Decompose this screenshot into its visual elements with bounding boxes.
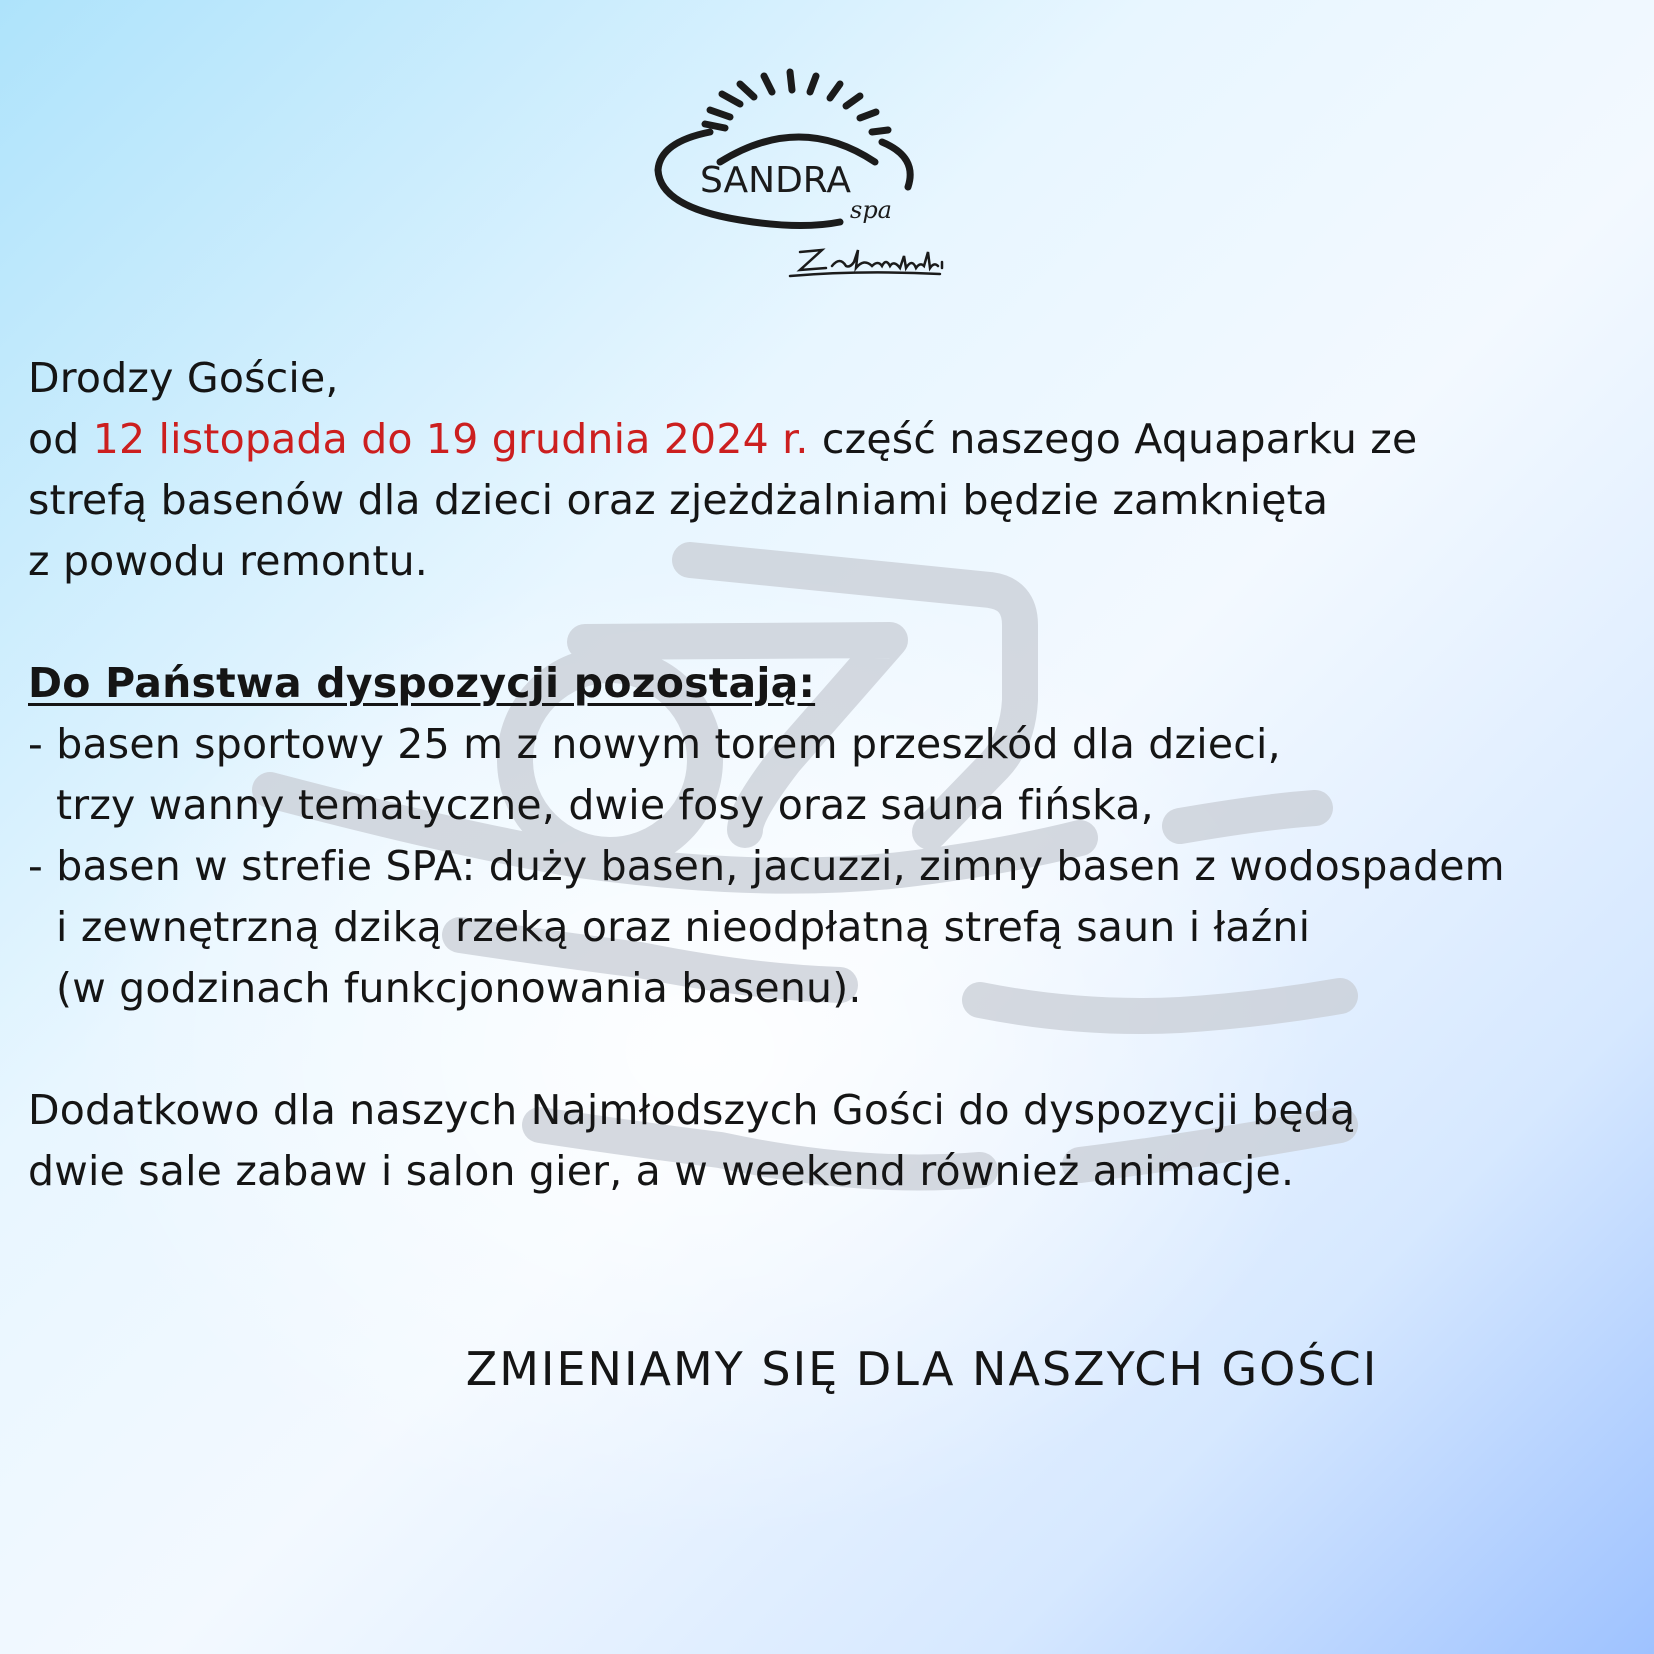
list-item-2-cont-2: (w godzinach funkcjonowania basenu). xyxy=(56,964,862,1012)
spacer xyxy=(28,592,1638,653)
intro-line xyxy=(28,409,1638,470)
list-item-2-cont: i zewnętrzną dziką rzeką oraz nieodpłatną strefą saun i łaźni xyxy=(56,903,1311,951)
greeting: Drodzy Goście, xyxy=(28,354,339,402)
sandra-spa-logo xyxy=(650,62,1010,292)
extra-info-line-1: Dodatkowo dla naszych Najmłodszych Gości do dyspozycji będą xyxy=(28,1086,1356,1134)
extra-info-line-2: dwie sale zabaw i salon gier, a w weekend również animacje. xyxy=(28,1147,1295,1195)
logo-brand-text: SANDRA xyxy=(700,160,851,201)
list-item-1: - basen sportowy 25 m z nowym torem przeszkód dla dzieci, xyxy=(28,720,1281,768)
intro-suffix: część naszego Aquaparku ze xyxy=(808,415,1418,463)
list-item-2: - basen w strefie SPA: duży basen, jacuzzi, zimny basen z wodospadem xyxy=(28,842,1505,890)
intro-prefix: od xyxy=(28,415,93,463)
available-heading: Do Państwa dyspozycji pozostają: xyxy=(28,659,816,707)
logo-sub-text: spa xyxy=(850,196,892,224)
signature-mark xyxy=(790,250,942,276)
closure-dates: 12 listopada do 19 grudnia 2024 r. xyxy=(92,415,809,463)
footer-slogan: ZMIENIAMY SIĘ DLA NASZYCH GOŚCI xyxy=(465,1342,1379,1396)
intro-line-4: z powodu remontu. xyxy=(28,537,429,585)
notice-text xyxy=(28,348,1638,1202)
list-item-1-cont: trzy wanny tematyczne, dwie fosy oraz sauna fińska, xyxy=(56,781,1154,829)
intro-line-3: strefą basenów dla dzieci oraz zjeżdżalniami będzie zamknięta xyxy=(28,476,1329,524)
spacer xyxy=(28,1019,1638,1080)
